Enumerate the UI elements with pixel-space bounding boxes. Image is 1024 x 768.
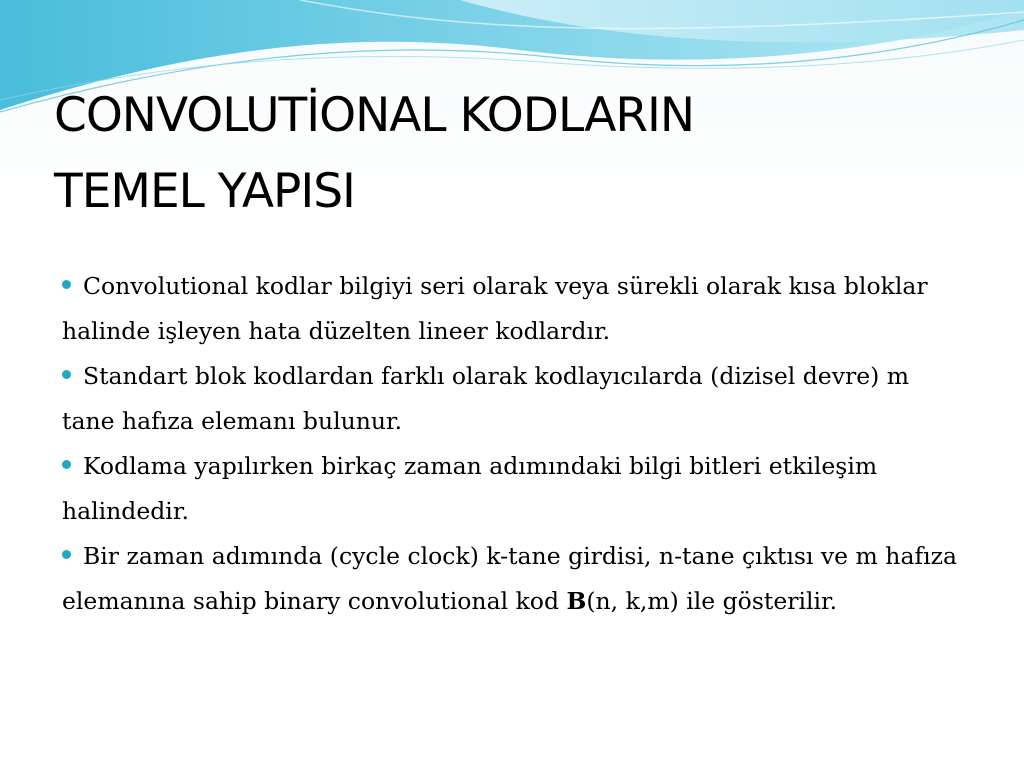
bullet-text: Convolutional kodlar bilgiyi seri olarak veya sürekli olarak kısa bloklar halinde işleyen hata düzelten lineer kodlardır. [62,272,928,345]
code-symbol: B [566,587,587,615]
bullet-icon [62,280,71,289]
bullet-text: Standart blok kodlardan farklı olarak kodlayıcılarda (dizisel devre) m tane hafıza elemanı bulunur. [62,362,910,435]
bullet-icon [62,370,71,379]
slide-title [54,78,954,230]
bullet-item-1 [62,264,962,354]
title-line-2: TEMEL YAPISI [54,164,355,219]
bullet-text: Kodlama yapılırken birkaç zaman adımındaki bilgi bitleri etkileşim halindedir. [62,452,878,525]
bullet-item-3 [62,444,962,534]
bullet-icon [62,550,71,559]
bullet-item-4 [62,534,962,624]
bullet-icon [62,460,71,469]
bullet-list [62,264,962,624]
bullet-text-after: (n, k,m) ile gösterilir. [586,587,838,615]
title-line-1: CONVOLUTİONAL KODLARIN [54,88,695,143]
bullet-item-2 [62,354,962,444]
bullet-text-before: Bir zaman adımında (cycle clock) k-tane girdisi, n-tane çıktısı ve m hafıza elemanına sahip binary convolutional kod [62,542,958,615]
